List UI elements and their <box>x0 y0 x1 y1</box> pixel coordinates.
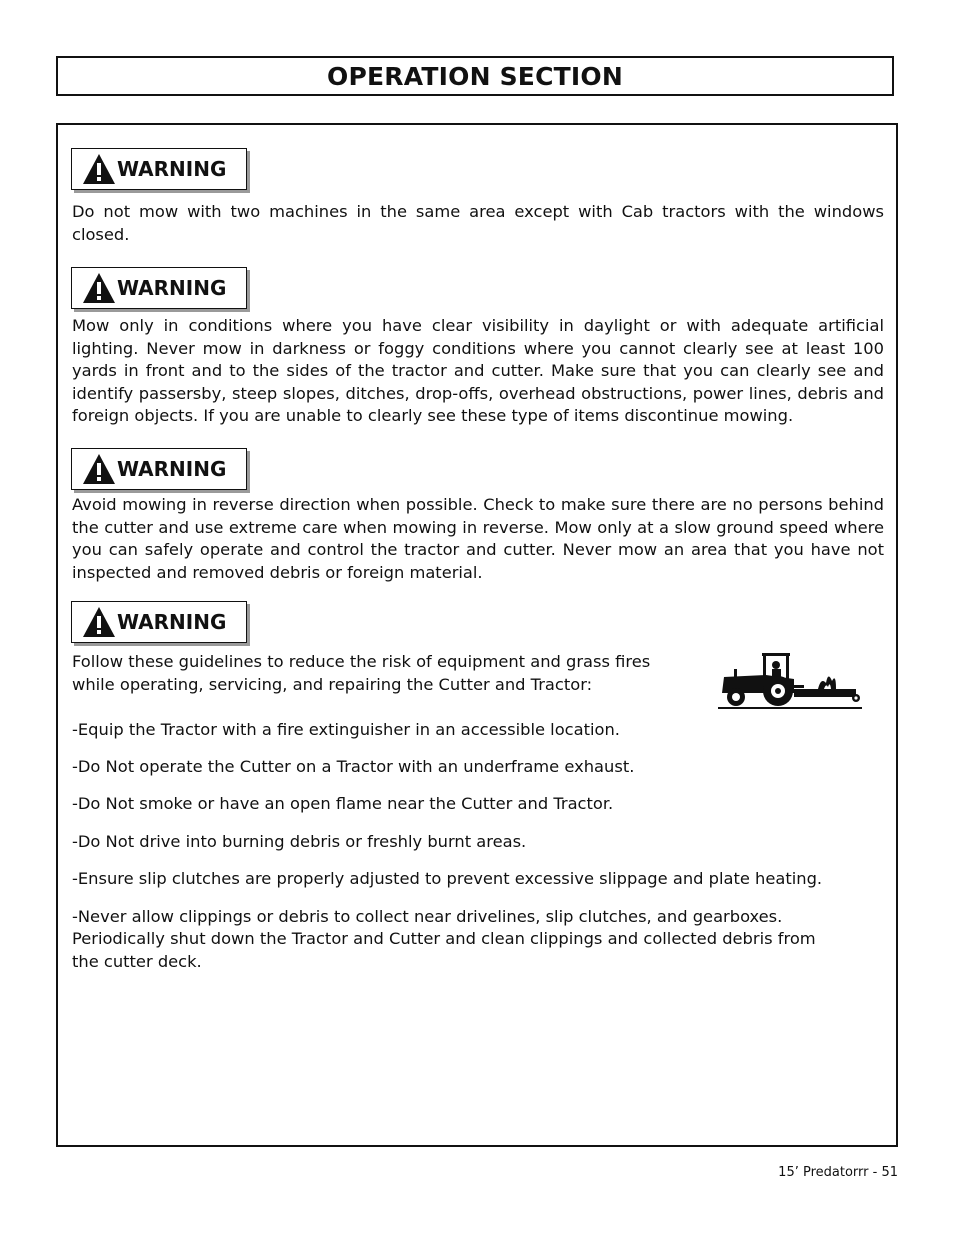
warning-paragraph-2: Mow only in conditions where you have clear visibility in daylight or with adequate artificial lighting. Never mow in darkness or foggy conditions where you cannot clearly see at least 100 yards in front and to the sides of the tractor and cutter. Make sure that you can clearly see and identify passersby, steep slopes, ditches, drop-offs, overhead obstructions, power lines, debris and foreign objects. If you are unable to clearly see these type of items discontinue mowing. <box>72 316 884 425</box>
fire-guideline-2: -Do Not operate the Cutter on a Tractor with an underframe exhaust. <box>72 757 635 776</box>
fire-guideline-6-line-1: -Never allow clippings or debris to collect near drivelines, slip clutches, and gearboxes. <box>72 907 783 926</box>
warning-text: WARNING <box>117 157 227 181</box>
warning-triangle-icon <box>82 153 116 185</box>
fire-intro-line-1: Follow these guidelines to reduce the risk of equipment and grass fires <box>72 652 651 671</box>
fire-guideline-6-line-3: the cutter deck. <box>72 952 202 971</box>
fire-intro-line-2: while operating, servicing, and repairing the Cutter and Tractor: <box>72 675 593 694</box>
warning-label-1 <box>71 148 247 190</box>
warning-text: WARNING <box>117 276 227 300</box>
warning-text: WARNING <box>117 610 227 634</box>
warning-label-3 <box>71 448 247 490</box>
warning-text: WARNING <box>117 457 227 481</box>
fire-guideline-5: -Ensure slip clutches are properly adjusted to prevent excessive slippage and plate heating. <box>72 869 823 888</box>
warning-triangle-icon <box>82 272 116 304</box>
tractor-fire-icon <box>718 649 862 711</box>
fire-guideline-4: -Do Not drive into burning debris or freshly burnt areas. <box>72 832 527 851</box>
warning-paragraph-3: Avoid mowing in reverse direction when possible. Check to make sure there are no persons behind the cutter and use extreme care when mowing in reverse. Mow only at a slow ground speed where you can safely operate and control the tractor and cutter. Never mow an area that you have not inspected and removed debris or foreign material. <box>72 495 884 582</box>
page-title: OPERATION SECTION <box>327 61 623 91</box>
fire-guideline-3: -Do Not smoke or have an open flame near the Cutter and Tractor. <box>72 794 614 813</box>
warning-label-4 <box>71 601 247 643</box>
warning-triangle-icon <box>82 606 116 638</box>
page-footer: 15’ Predatorrr - 51 <box>778 1165 898 1180</box>
warning-label-2 <box>71 267 247 309</box>
warning-triangle-icon <box>82 453 116 485</box>
warning-paragraph-1: Do not mow with two machines in the same area except with Cab tractors with the windows closed. <box>72 202 884 244</box>
fire-guideline-1: -Equip the Tractor with a fire extinguisher in an accessible location. <box>72 720 620 739</box>
content-box <box>56 123 898 1147</box>
fire-guideline-6-line-2: Periodically shut down the Tractor and Cutter and clean clippings and collected debris from <box>72 929 816 948</box>
section-title-box <box>56 56 894 96</box>
